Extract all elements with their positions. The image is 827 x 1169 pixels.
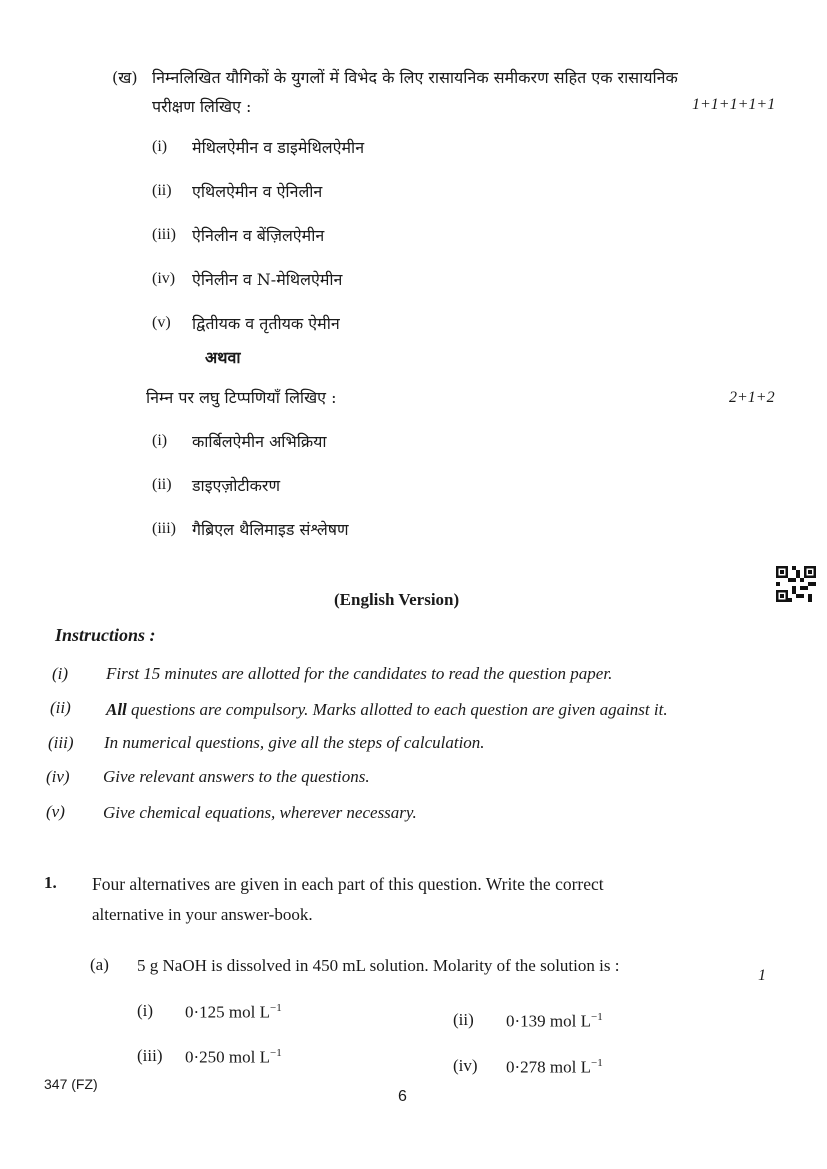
- instruction-item: In numerical questions, give all the steps of calculation.: [104, 733, 485, 752]
- list-item-number: (v): [152, 314, 171, 331]
- or-label: अथवा: [205, 348, 241, 367]
- instruction-item: Give chemical equations, wherever necessary.: [103, 803, 417, 822]
- option-value: 0·125 mol $L^{-1}$: [185, 1002, 282, 1022]
- list-item: कार्बिलऐमीन अभिक्रिया: [192, 432, 327, 451]
- instruction-number: (ii): [50, 698, 71, 717]
- option-number: (i): [137, 1001, 154, 1020]
- instruction-number: (iii): [48, 733, 74, 752]
- question-marks: 1+1+1+1+1: [692, 96, 776, 113]
- question-label: (ख): [112, 68, 138, 87]
- instruction-item: First 15 minutes are allotted for the candidates to read the question paper.: [106, 664, 613, 683]
- list-item-number: (iii): [152, 226, 176, 243]
- part-a-marks: 1: [758, 967, 766, 984]
- option-value: 0·250 mol $L^{-1}$: [185, 1047, 282, 1067]
- list-item-number: (iv): [152, 270, 176, 287]
- english-version-heading: (English Version): [334, 590, 460, 609]
- list-item: द्वितीयक व तृतीयक ऐमीन: [192, 314, 340, 333]
- list-item: मेथिलऐमीन व डाइमेथिलऐमीन: [192, 138, 365, 157]
- list-item-number: (i): [152, 138, 168, 155]
- question1-text-line1: Four alternatives are given in each part of this question. Write the correct: [92, 874, 604, 894]
- part-a-label: (a): [90, 955, 109, 974]
- instruction-item: Give relevant answers to the questions.: [103, 767, 370, 786]
- instruction-number: (iv): [46, 767, 70, 786]
- question-text-line2: परीक्षण लिखिए :: [152, 97, 252, 116]
- notes-marks: 2+1+2: [729, 389, 775, 406]
- list-item-number: (iii): [152, 520, 176, 537]
- notes-instruction: निम्न पर लघु टिप्पणियाँ लिखिए :: [146, 388, 337, 407]
- list-item: ऐनिलीन व बेंज़िलऐमीन: [192, 226, 325, 245]
- question-text-line1: निम्नलिखित यौगिकों के युगलों में विभेद के लिए रासायनिक समीकरण सहित एक रासायनिक: [152, 68, 678, 87]
- instruction-number: (i): [52, 664, 69, 683]
- list-item-number: (ii): [152, 182, 172, 199]
- list-item: गैब्रिएल थैलिमाइड संश्लेषण: [192, 520, 349, 539]
- page-number: 6: [398, 1088, 407, 1105]
- question1-text-line2: alternative in your answer-book.: [92, 905, 313, 924]
- paper-code: 347 (FZ): [44, 1076, 98, 1092]
- question-number: 1.: [44, 873, 57, 892]
- instructions-title: Instructions :: [55, 625, 156, 645]
- list-item: एथिलऐमीन व ऐनिलीन: [192, 182, 323, 201]
- part-a-text: 5 g NaOH is dissolved in 450 mL solution. Molarity of the solution is :: [137, 956, 620, 975]
- option-value: 0·139 mol $L^{-1}$: [506, 1011, 603, 1031]
- option-number: (ii): [453, 1010, 474, 1029]
- instruction-number: (v): [46, 802, 65, 821]
- option-value: 0·278 mol $L^{-1}$: [506, 1057, 603, 1077]
- list-item: डाइएज़ोटीकरण: [192, 476, 281, 495]
- option-number: (iii): [137, 1046, 163, 1065]
- list-item-number: (ii): [152, 476, 172, 493]
- instruction-bold-lead: All: [106, 700, 127, 719]
- instruction-item: [106, 700, 668, 720]
- instruction-text: questions are compulsory. Marks allotted to each question are given against it.: [126, 700, 668, 719]
- option-number: (iv): [453, 1056, 478, 1075]
- list-item: ऐनिलीन व N-मेथिलऐमीन: [192, 270, 343, 289]
- qr-code-icon: [776, 566, 816, 602]
- list-item-number: (i): [152, 432, 168, 449]
